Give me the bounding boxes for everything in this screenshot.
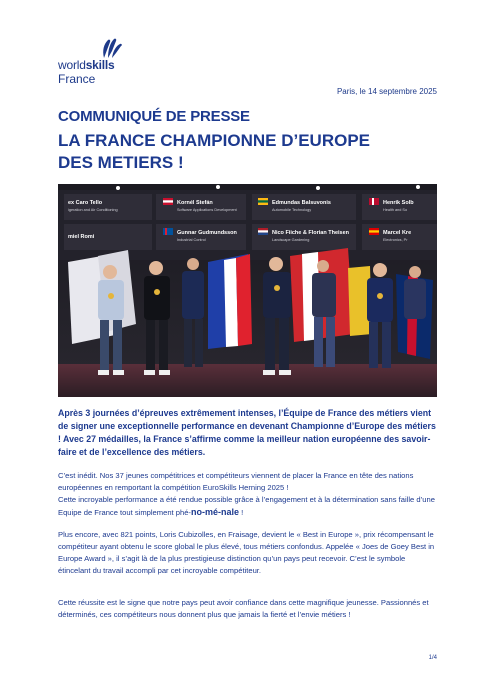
screen-label: Kornél Stefán: [177, 200, 213, 206]
logo-wordmark-line2: France: [58, 72, 96, 86]
screen-label: Industrial Control: [177, 238, 206, 242]
worldskills-france-logo: [58, 36, 128, 88]
worldskills-hands-icon: [98, 36, 124, 60]
screen-label: miel Romi: [68, 234, 95, 240]
screen-label: Electronics, Pr: [383, 238, 408, 242]
screen-label: Automobile Technology: [272, 208, 312, 212]
team-photo-illustration: [58, 184, 437, 397]
screen-label: Gunnar Gudmundsson: [177, 230, 237, 236]
release-date: Paris, le 14 septembre 2025: [336, 87, 437, 96]
paragraph-1-sentence-b: Cette incroyable performance a été rendue possible grâce à l’engagement et à la détermination sans faille d’une Equipe de France tout simplement phé-no-mé-nale !: [58, 495, 435, 517]
screen-label: igeration and Air Conditioning: [68, 208, 118, 212]
screen-label: Landscape Gardening: [272, 238, 310, 242]
paragraph-3: Cette réussite est le signe que notre pays peut avoir confiance dans cette magnifique jeunesse. Passionnés et déterminés, ces compétiteurs nous donnent plus que jamais la fierté et l’envie métiers !: [58, 598, 429, 619]
intro-paragraph: Après 3 journées d’épreuves extrêmement intenses, l’Équipe de France des métiers vient de signer une exceptionnelle performance en devenant Championne d’Europe des métiers ! Avec 27 médailles, la France s’affirme comme la meilleur nation européenne des savoir-faire et de l’excellence des métiers.: [58, 408, 436, 457]
screen-label: Marcel Kre: [383, 230, 412, 236]
screen-label: Software Applications Development: [177, 208, 237, 212]
paragraph-1: [58, 470, 437, 519]
emphasis-phenomenal: no-mé-nale: [190, 507, 239, 517]
page-number: 1/4: [428, 655, 437, 661]
logo-wordmark-line1: worldskills: [58, 58, 115, 72]
screen-label: Nico Fiiche & Florian Theisen: [272, 230, 350, 236]
paragraph-1-sentence-a: C’est inédit. Nos 37 jeunes compétitrices et compétiteurs viennent de placer la France en tête des nations européennes en remportant la compétition EuroSkills Herning 2025 !: [58, 471, 414, 492]
team-photo: [58, 184, 437, 397]
screen-label: Henrik Solb: [383, 200, 414, 206]
screen-label: Health and So: [383, 208, 408, 212]
headline-line-1: LA FRANCE CHAMPIONNE D’EUROPE: [58, 131, 370, 150]
screen-label: ex Caro Tello: [68, 200, 103, 206]
headline-line-2: DES METIERS !: [58, 153, 184, 172]
headline: [58, 130, 438, 174]
screen-label: Edmundas Balsuvonis: [272, 200, 331, 206]
paragraph-2: Plus encore, avec 821 points, Loris Cubizolles, en Fraisage, devient le « Best in Europe », prix récompensant le compétiteur ayant obtenu le score global le plus élevé, tous métiers confondus. Appelée « Joes de Goey Best in Europe Award », il s’agit là de la plus prestigieuse distinction qu’un pays peut recevoir. C’est le symbole étincelant du travail accompli par cet incroyable compétiteur.: [58, 530, 435, 575]
press-release-label: COMMUNIQUÉ DE PRESSE: [58, 108, 250, 125]
